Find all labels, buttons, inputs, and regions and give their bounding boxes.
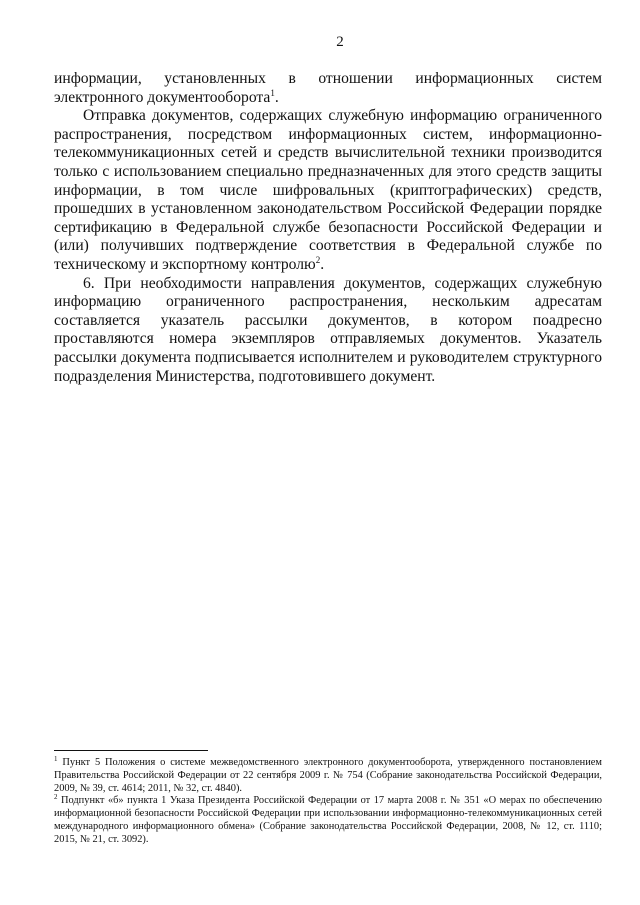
- paragraph-text: информации, установленных в отношении информационных систем электронного документооборота: [54, 70, 602, 106]
- footnote-mark: 2: [54, 793, 58, 802]
- footnote-reference: 1: [270, 87, 275, 98]
- footnote-mark: 1: [54, 755, 58, 763]
- paragraph-continuation: [54, 70, 602, 107]
- paragraph-sending-documents: [54, 107, 602, 274]
- paragraph-item-6: 6. При необходимости направления документов, содержащих служебную информацию ограниченного распространения, нескольким адресатам составляется указатель рассылки документов, в котором поадресно проставляются номера экземпляров отправляемых документов. Указатель рассылки документа подписывается исполнителем и руководителем структурного подразделения Министерства, подготовившего документ.: [54, 274, 602, 385]
- paragraph-end: .: [320, 255, 325, 273]
- footnote-text: Пункт 5 Положения о системе межведомственного электронного документооборота, утвержденного постановлением Правительства Российской Федерации от 22 сентября 2009 г. № 754 (Собрание законодательства Российской Федерации, 2009, № 39, ст. 4614; 2011, № 32, ст. 4840).: [54, 757, 602, 794]
- page-number: 2: [336, 34, 344, 50]
- document-body: [54, 70, 602, 386]
- footnote-separator: [54, 750, 208, 751]
- footnote: [54, 795, 602, 846]
- footnote: [54, 757, 602, 795]
- paragraph-text: Отправка документов, содержащих служебную информацию ограниченного распространения, посредством информационных систем, информационно-телекоммуникационных сетей и средств вычислительной техники производится только с использованием специально предназначенных для этого средств защиты информации, в том числе шифровальных (криптографических) средств, прошедших в установленном законодательством Российской Федерации порядке сертификацию в Федеральной службе безопасности Российской Федерации и (или) получивших подтверждение соответствия в Федеральной службе по техническому и экспортному контролю: [54, 107, 602, 273]
- paragraph-end: .: [274, 88, 279, 106]
- footnotes: [54, 757, 602, 847]
- footnote-text: Подпункт «б» пункта 1 Указа Президента Российской Федерации от 17 марта 2008 г. № 351 «О мерах по обеспечению информационной безопасности Российской Федерации при использовании информационно-телекоммуникационных сетей международного информационного обмена» (Собрание законодательства Российской Федерации, 2008, № 12, ст. 1110; 2015, № 21, ст. 3092).: [54, 795, 602, 845]
- footnote-reference: 2: [315, 254, 321, 265]
